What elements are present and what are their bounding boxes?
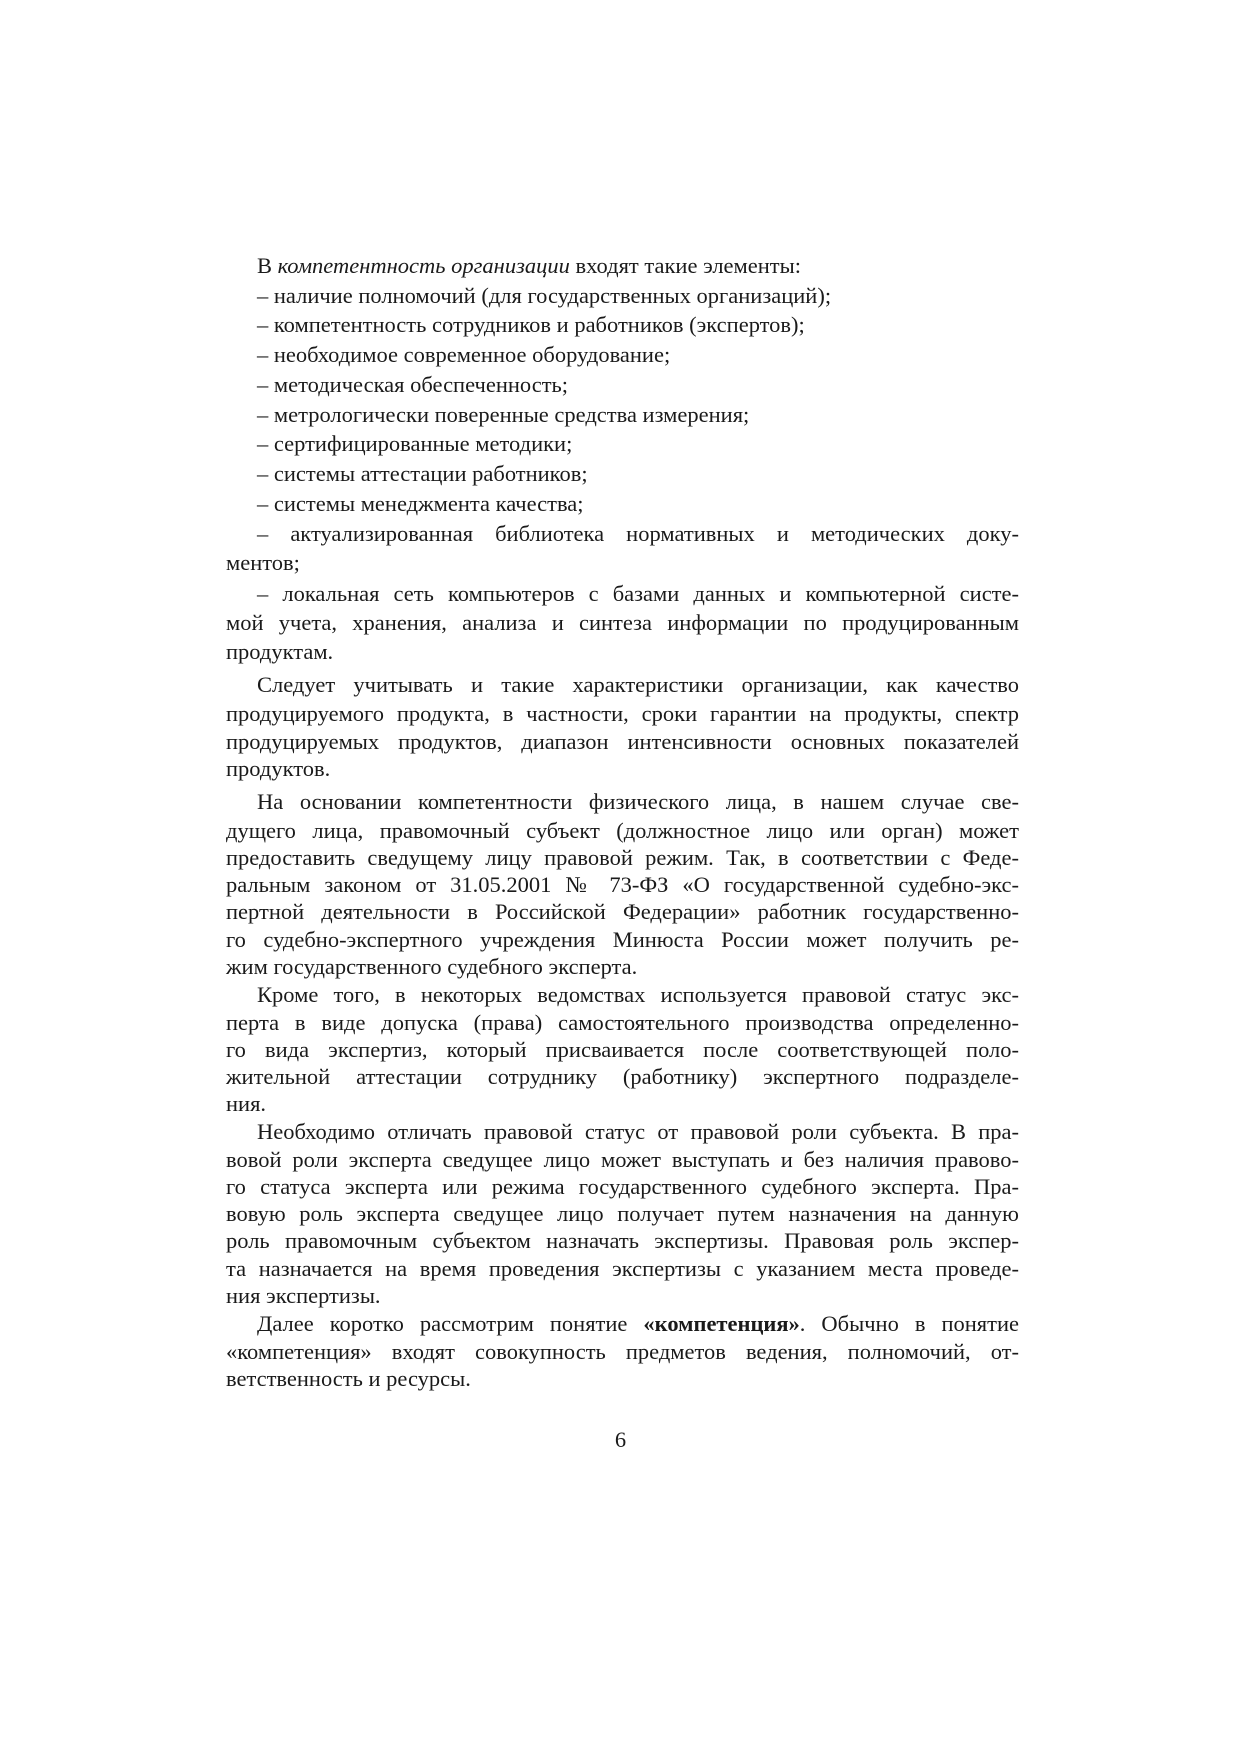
page-number: 6: [614, 1427, 627, 1452]
paragraph-agencies-line: перта в виде допуска (права) самостоятельного производства определенно-: [226, 1010, 1019, 1035]
paragraph-competence-term-line: «компетенция» входят совокупность предметов ведения, полномочий, от-: [226, 1339, 1019, 1364]
paragraph-competence-term-line: Далее коротко рассмотрим понятие «компетенция». Обычно в понятие: [257, 1311, 1019, 1336]
paragraph-agencies-line: го вида экспертиз, который присваивается после соответствующей поло-: [226, 1037, 1019, 1062]
list-item: – сертифицированные методики;: [257, 431, 573, 456]
paragraph-agencies-line: жительной аттестации сотруднику (работнику) экспертного подразделе-: [226, 1064, 1019, 1089]
paragraph-status-role-line: вовой роли эксперта сведущее лицо может выступать и без наличия правово-: [226, 1147, 1019, 1172]
paragraph-characteristics-line: продуктов.: [226, 756, 331, 781]
paragraph-characteristics-line: продуцируемых продуктов, диапазон интенсивности основных показателей: [226, 729, 1019, 754]
list-item: – компетентность сотрудников и работников (экспертов);: [257, 312, 805, 337]
competence-term-bold: «компетенция»: [643, 1311, 800, 1336]
paragraph-status-role-line: вовую роль эксперта сведущее лицо получает путем назначения на данную: [226, 1201, 1019, 1226]
paragraph-characteristics-line: Следует учитывать и такие характеристики организации, как качество: [257, 672, 1019, 697]
list-item: – необходимое современное оборудование;: [257, 342, 671, 367]
list-item-network-line: – локальная сеть компьютеров с базами данных и компьютерной систе-: [257, 581, 1019, 606]
paragraph-competence-person-line: го судебно-экспертного учреждения Минюста России может получить ре-: [226, 927, 1019, 952]
list-item-network-line: мой учета, хранения, анализа и синтеза информации по продуцированным: [226, 610, 1019, 635]
paragraph-competence-person-line: ральным законом от 31.05.2001 № 73-ФЗ «О государственной судебно-экс-: [226, 872, 1019, 897]
list-item: – методическая обеспеченность;: [257, 372, 569, 397]
list-item: – системы менеджмента качества;: [257, 491, 584, 516]
paragraph-status-role-line: ния экспертизы.: [226, 1283, 381, 1308]
paragraph-agencies-line: Кроме того, в некоторых ведомствах используется правовой статус экс-: [257, 982, 1019, 1007]
intro-italic-term: компетентность организации: [277, 253, 570, 278]
list-item-library-line: – актуализированная библиотека нормативных и методических доку-: [257, 521, 1019, 546]
paragraph-status-role-line: та назначается на время проведения экспертизы с указанием места проведе-: [226, 1256, 1019, 1281]
paragraph-competence-term-line: ветственность и ресурсы.: [226, 1366, 471, 1391]
paragraph-competence-person-line: пертной деятельности в Российской Федерации» работник государственно-: [226, 899, 1019, 924]
paragraph-competence-person-line: дущего лица, правомочный субъект (должностное лицо или орган) может: [226, 818, 1019, 843]
paragraph-status-role-line: Необходимо отличать правовой статус от правовой роли субъекта. В пра-: [257, 1119, 1019, 1144]
list-item-library-line: ментов;: [226, 550, 300, 575]
paragraph-status-role-line: роль правомочным субъектом назначать экспертизы. Правовая роль экспер-: [226, 1228, 1019, 1253]
list-item: – системы аттестации работников;: [257, 461, 588, 486]
paragraph-competence-person-line: жим государственного судебного эксперта.: [226, 954, 638, 979]
paragraph-competence-person-line: предоставить сведущему лицу правовой режим. Так, в соответствии с Феде-: [226, 845, 1019, 870]
intro-line: В компетентность организации входят такие элементы:: [257, 253, 801, 278]
list-item: – наличие полномочий (для государственных организаций);: [257, 283, 832, 308]
paragraph-characteristics-line: продуцируемого продукта, в частности, сроки гарантии на продукты, спектр: [226, 701, 1019, 726]
list-item-network-line: продуктам.: [226, 639, 334, 664]
list-item: – метрологически поверенные средства измерения;: [257, 402, 750, 427]
paragraph-agencies-line: ния.: [226, 1091, 267, 1116]
paragraph-status-role-line: го статуса эксперта или режима государственного судебного эксперта. Пра-: [226, 1174, 1019, 1199]
paragraph-competence-person-line: На основании компетентности физического лица, в нашем случае све-: [257, 789, 1019, 814]
